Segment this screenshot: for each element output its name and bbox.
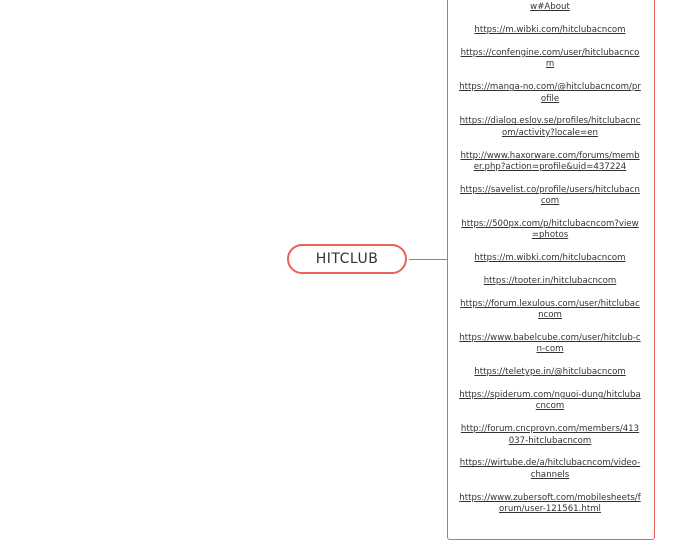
link-item[interactable]: https://m.wibki.com/hitclubacncom: [474, 25, 626, 36]
link-item[interactable]: https://www.babelcube.com/user/hitclub-cn-com: [459, 333, 641, 355]
link-item[interactable]: https://teletype.in/@hitclubacncom: [474, 367, 626, 378]
link-item[interactable]: http://www.haxorware.com/forums/member.php?action=profile&uid=437224: [460, 150, 640, 173]
link-item[interactable]: https://manga-no.com/@hitclubacncom/profile: [459, 82, 641, 104]
link-item[interactable]: https://dialog.eslov.se/profiles/hitclubacncom/activity?locale=en: [459, 116, 641, 138]
central-topic-label: HITCLUB: [315, 251, 379, 267]
link-item[interactable]: https://wirtube.de/a/hitclubacncom/video-channels: [459, 458, 641, 480]
link-item[interactable]: w#About: [530, 2, 570, 13]
links-list: [459, 0, 641, 527]
link-item[interactable]: https://500px.com/p/hitclubacncom?view=photos: [461, 219, 639, 241]
link-item[interactable]: https://m.wibki.com/hitclubacncom: [474, 253, 626, 264]
link-item[interactable]: https://tooter.in/hitclubacncom: [483, 276, 617, 287]
link-item[interactable]: http://forum.cncprovn.com/members/413037-hitclubacncom: [460, 424, 640, 446]
link-item[interactable]: https://savelist.co/profile/users/hitclubacncom: [460, 184, 640, 207]
link-item[interactable]: https://confengine.com/user/hitclubacncom: [460, 48, 640, 70]
link-item[interactable]: https://spiderum.com/nguoi-dung/hitclubacncom: [459, 390, 641, 412]
central-topic-hitclub[interactable]: [287, 244, 407, 274]
branch-connector: [409, 259, 447, 260]
link-item[interactable]: https://www.zubersoft.com/mobilesheets/forum/user-121561.html: [459, 492, 641, 515]
link-item[interactable]: https://forum.lexulous.com/user/hitclubacncom: [460, 298, 640, 321]
